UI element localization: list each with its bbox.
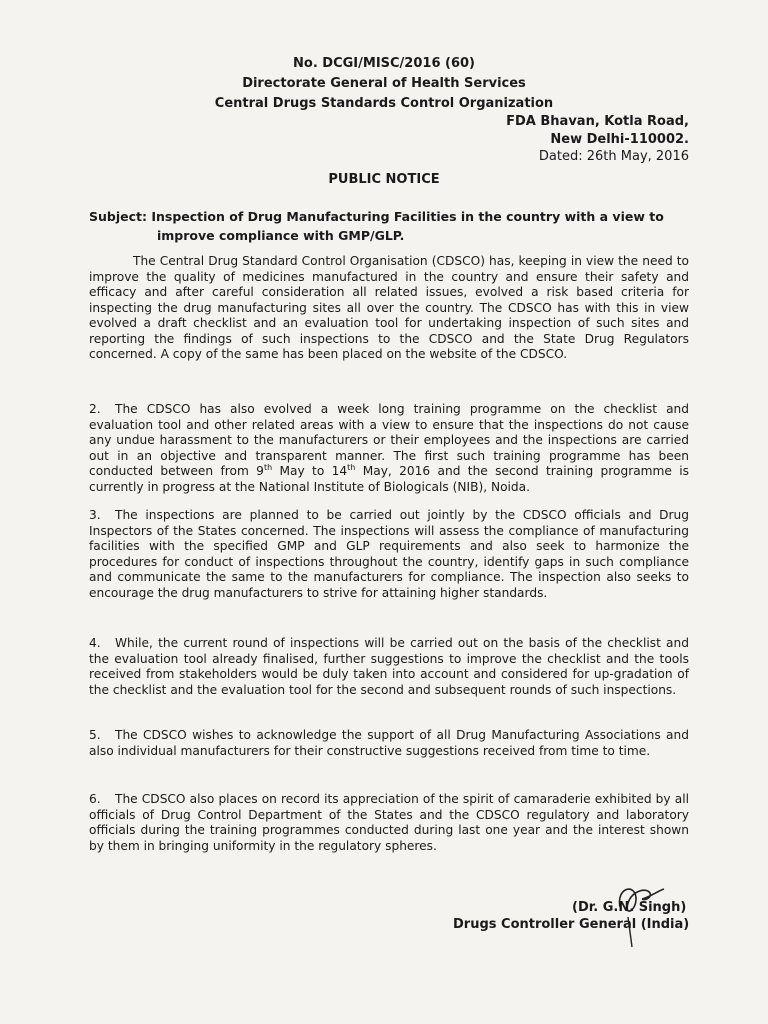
paragraph-6-text: The CDSCO also places on record its appreciation of the spirit of camaraderie exhibited by all officials of Drug Control Department of the States and the CDSCO regulatory and laboratory officials during the training programmes conducted during last one year and the interest shown by them in bringing uniformity in the regulatory spheres. [89,792,689,853]
directorate-name: Directorate General of Health Services [242,76,526,91]
notice-title: PUBLIC NOTICE [328,172,440,187]
signatory-name: (Dr. G.N. Singh) [572,900,687,915]
signatory-designation: Drugs Controller General (India) [453,917,690,932]
paragraph-2-text-c: May, 2016 and the second training programme is currently in progress at the National Institute of Biologicals (NIB), Noida. [89,464,690,494]
paragraph-2 [89,402,689,495]
paragraph-6 [89,792,689,854]
paragraph-5-number: 5. [89,728,101,742]
address-line-2: New Delhi-110002. [550,132,689,147]
paragraph-2-sup-b: th [347,462,356,472]
date-line: Dated: 26th May, 2016 [538,149,689,164]
paragraph-4 [89,636,689,698]
paragraph-4-number: 4. [89,636,101,650]
subject-line-2: improve compliance with GMP/GLP. [157,228,405,243]
paragraph-3-number: 3. [89,508,101,522]
paragraph-2-sup-a: th [263,462,273,472]
paragraph-5 [89,728,689,759]
subject-line-1: Subject: Inspection of Drug Manufacturing Facilities in the country with a view to [89,209,664,224]
subject-line [89,207,693,245]
paragraph-6-number: 6. [89,792,101,806]
reference-number: No. DCGI/MISC/2016 (60) [293,56,475,71]
paragraph-2-text-b: May to 14 [272,464,348,478]
paragraph-3-text: The inspections are planned to be carried out jointly by the CDSCO officials and Drug Inspectors of the States concerned. The inspections will assess the compliance of manufacturing facilities with the specified GMP and GLP requirements and also seek to harmonize the procedures for conduct of inspections throughout the country, identify gaps in such compliance and communicate the same to the manufacturers for compliance. The inspection also seeks to encourage the drug manufacturers to strive for attaining higher standards. [89,508,689,600]
paragraph-5-text: The CDSCO wishes to acknowledge the support of all Drug Manufacturing Associations and also individual manufacturers for their constructive suggestions received from time to time. [89,728,689,758]
organization-name: Central Drugs Standards Control Organization [214,96,554,111]
paragraph-3 [89,508,689,601]
paragraph-2-text-a: The CDSCO has also evolved a week long training programme on the checklist and evaluation tool and other related areas with a view to ensure that the inspections do not cause any undue harassment to the manufacturers or their employees and the inspections are carried out in an objective and transparent manner. The first such training programme has been conducted between from 9 [89,402,689,478]
paragraph-1: The Central Drug Standard Control Organisation (CDSCO) has, keeping in view the need to improve the quality of medicines manufactured in the country and ensure their safety and efficacy and after careful consideration all related issues, evolved a risk based criteria for inspecting the drug manufacturing sites all over the country. The CDSCO has with this in view evolved a draft checklist and an evaluation tool for undertaking inspection of such sites and reporting the findings of such inspections to the CDSCO and the State Drug Regulators concerned. A copy of the same has been placed on the website of the CDSCO. [89,254,689,361]
paragraph-2-number: 2. [89,402,101,416]
paragraph-4-text: While, the current round of inspections will be carried out on the basis of the checklist and the evaluation tool already finalised, further suggestions to improve the checklist and the tools received from stakeholders would be duly taken into account and considered for up-gradation of the checklist and the evaluation tool for the second and subsequent rounds of such inspections. [89,636,689,697]
address-line-1: FDA Bhavan, Kotla Road, [506,114,689,129]
